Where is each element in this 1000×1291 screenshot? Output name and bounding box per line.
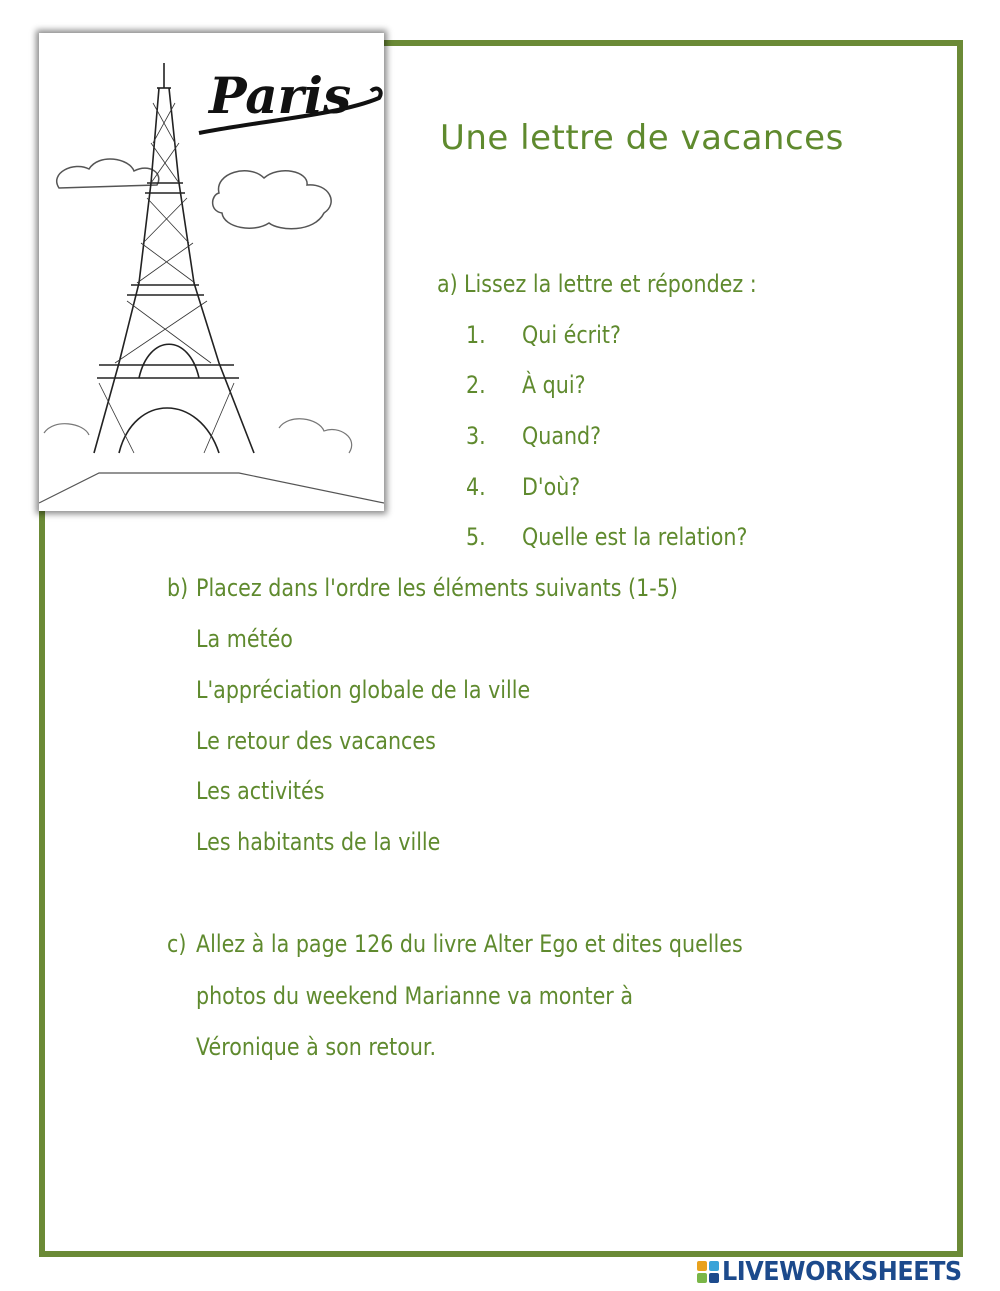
section-b-instruction: Placez dans l'ordre les éléments suivants (1-5) — [196, 574, 678, 602]
question-number: 4. — [466, 473, 486, 501]
paris-illustration — [39, 33, 384, 511]
question-number: 2. — [466, 371, 486, 399]
section-a-instruction: Lissez la lettre et répondez : — [464, 270, 757, 298]
list-item: L'appréciation globale de la ville — [196, 676, 531, 704]
eiffel-tower-drawing — [39, 33, 384, 511]
liveworksheets-brand-text: LIVEWORKSHEETS — [722, 1257, 962, 1287]
section-a-label: a) — [437, 270, 458, 298]
question-number: 1. — [466, 321, 486, 349]
liveworksheets-logo-icon — [697, 1261, 719, 1283]
section-c-line: Allez à la page 126 du livre Alter Ego et dites quelles — [196, 930, 743, 958]
list-item: La météo — [196, 625, 293, 653]
question-text: À qui? — [522, 371, 586, 399]
paris-logo-text: Paris — [209, 66, 352, 125]
list-item: Les activités — [196, 777, 325, 805]
question-text: D'où? — [522, 473, 581, 501]
worksheet-title: Une lettre de vacances — [440, 118, 844, 158]
section-c-label: c) — [167, 930, 187, 958]
section-c-line: photos du weekend Marianne va monter à — [196, 982, 634, 1010]
question-text: Quelle est la relation? — [522, 523, 748, 551]
question-text: Qui écrit? — [522, 321, 621, 349]
question-text: Quand? — [522, 422, 602, 450]
list-item: Les habitants de la ville — [196, 828, 441, 856]
section-c-line: Véronique à son retour. — [196, 1033, 437, 1061]
list-item: Le retour des vacances — [196, 727, 436, 755]
section-b-label: b) — [167, 574, 189, 602]
question-number: 3. — [466, 422, 486, 450]
liveworksheets-brand — [697, 1258, 983, 1286]
question-number: 5. — [466, 523, 486, 551]
